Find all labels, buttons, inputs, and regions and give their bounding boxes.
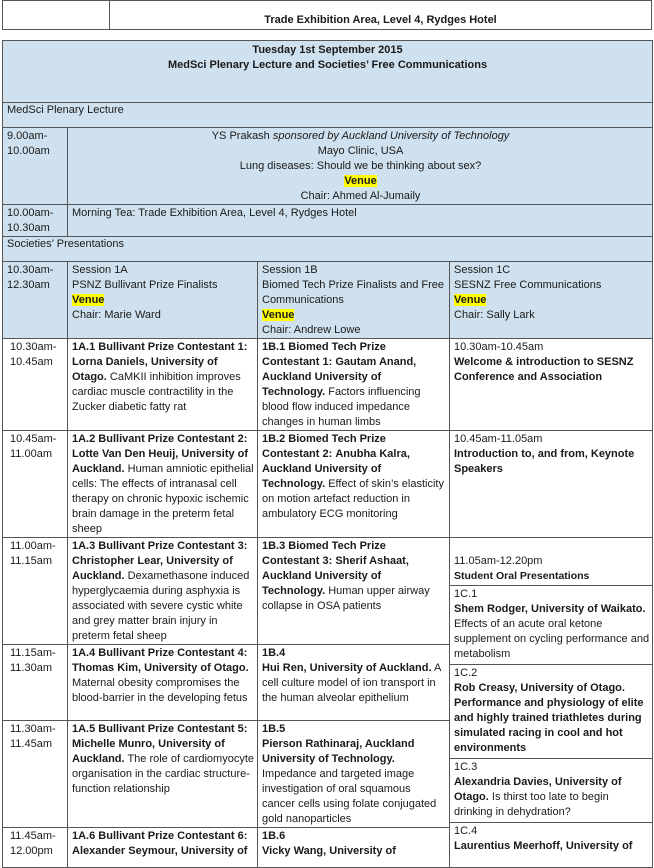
top-row-table (2, 0, 652, 30)
talk-1c2: 1C.2 Rob Creasy, University of Otago. Performance and physiology of elite and highly trained triathletes during simulated racing in cool and hot environments (450, 664, 652, 756)
talk-cell: 1B.3 Biomed Tech Prize Contestant 3: Sherif Ashaat, Auckland University of Technology. Human upper airway collapse in OSA patients (258, 538, 450, 645)
day-subtitle: MedSci Plenary Lecture and Societies’ Free Communications (167, 59, 488, 71)
programme-table (2, 40, 653, 868)
slot-time: 11.15am- 11.30am (3, 645, 68, 721)
slot-time: 11.00am- 11.15am (3, 538, 68, 645)
talk-cell: 1A.2 Bullivant Prize Contestant 2: Lotte Van Den Heuij, University of Auckland. Human amniotic epithelial cells: The effects of intranasal cell therapy on chronic hypoxic ischemic brain damage in the preterm fetal sheep (68, 431, 258, 538)
talk-cell: 1A.6 Bullivant Prize Contestant 6: Alexander Seymour, University of (68, 828, 258, 868)
talk-1c3: 1C.3 Alexandria Davies, University of Otago. Is thirst too late to begin drinking in dehydration? (450, 758, 652, 820)
plenary-details (68, 128, 653, 205)
societies-time: 10.30am- 12.30am (3, 262, 68, 339)
session-c-cell: 10.45am-11.05am Introduction to, and from, Keynote Speakers (450, 431, 653, 538)
slot-time: 10.45am- 11.00am (3, 431, 68, 538)
talk-cell: 1A.3 Bullivant Prize Contestant 3: Christopher Lear, University of Auckland. Dexamethasone induced hyperglycaemia during asphyxia is associated with severe cystic white and grey matter brain injury in preterm fetal sheep (68, 538, 258, 645)
session-1c-venue: Venue (454, 294, 487, 306)
tea-text: Morning Tea: Trade Exhibition Area, Level 4, Rydges Hotel (68, 205, 653, 237)
session-c-cell: 10.30am-10.45am Welcome & introduction to SESNZ Conference and Association (450, 339, 653, 431)
talk-cell: 1B.4 Hui Ren, University of Auckland. A cell culture model of ion transport in the human alveolar epithelium (258, 645, 450, 721)
talk-cell: 1B.5 Pierson Rathinaraj, Auckland University of Technology. Impedance and targeted image investigation of oral squamous cancer cells using folate conjugated gold nanoparticles (258, 721, 450, 828)
session-1a-venue: Venue (72, 294, 105, 306)
plenary-time: 9.00am- 10.00am (3, 128, 68, 205)
session-1a-header: Session 1A PSNZ Bullivant Prize Finalists Venue Chair: Marie Ward (68, 262, 258, 339)
societies-heading: Societies’ Presentations (3, 237, 653, 262)
plenary-venue: Venue (344, 175, 377, 187)
talk-cell: 1A.1 Bullivant Prize Contestant 1: Lorna Daniels, University of Otago. CaMKII inhibition improves cardiac muscle contractility in the Zucker diabetic fatty rat (68, 339, 258, 431)
session-1b-header: Session 1B Biomed Tech Prize Finalists and Free Communications Venue Chair: Andrew Lowe (258, 262, 450, 339)
top-row-time-cell (3, 1, 110, 30)
talk-cell: 1A.4 Bullivant Prize Contestant 4: Thomas Kim, University of Otago. Maternal obesity compromises the blood-barrier in the developing fetus (68, 645, 258, 721)
talk-1c4: 1C.4 Laurentius Meerhoff, University of (450, 822, 652, 854)
session-1b-venue: Venue (262, 309, 295, 321)
talk-cell: 1B.2 Biomed Tech Prize Contestant 2: Anubha Kalra, Auckland University of Technology. Effect of skin’s elasticity on motion artefact reduction in ambulatory ECG monitoring (258, 431, 450, 538)
plenary-chair: Chair: Ahmed Al-Jumaily (300, 190, 421, 202)
session-1c-header: Session 1C SESNZ Free Communications Venue Chair: Sally Lark (450, 262, 653, 339)
slot-time: 10.30am- 10.45am (3, 339, 68, 431)
tea-time: 10.00am- 10.30am (3, 205, 68, 237)
slot-time: 11.30am- 11.45am (3, 721, 68, 828)
session-c-student-cell: 11.05am-12.20pm Student Oral Presentations 1C.1 Shem Rodger, University of Waikato. Effects of an acute oral ketone supplement on cycling performance and metabolism 1C.2 Rob Creasy, University of Otago. Performance and physiology of elite and highly trained triathletes during simulated racing in cool and hot environments 1C.3 Alexandria Davies, University of Otago. Is thirst too late to begin drinking in dehydration? 1C.4 Laurentius Meerhoff, University of (450, 538, 653, 868)
day-title: Tuesday 1st September 2015 (252, 44, 403, 56)
plenary-title: Lung diseases: Should we be thinking about sex? (239, 160, 482, 172)
plenary-speaker: YS Prakash sponsored by Auckland University of Technology (211, 130, 510, 142)
plenary-affiliation: Mayo Clinic, USA (317, 145, 404, 157)
slot-time: 11.45am- 12.00pm (3, 828, 68, 868)
top-row-text: Trade Exhibition Area, Level 4, Rydges Hotel (110, 1, 652, 30)
talk-cell: 1B.6 Vicky Wang, University of (258, 828, 450, 868)
talk-1c1: 1C.1 Shem Rodger, University of Waikato. Effects of an acute oral ketone supplement on cycling performance and metabolism (450, 585, 652, 662)
plenary-heading: MedSci Plenary Lecture (3, 103, 653, 128)
talk-cell: 1B.1 Biomed Tech Prize Contestant 1: Gautam Anand, Auckland University of Technology. Factors influencing blood flow induced impedance changes in human limbs (258, 339, 450, 431)
day-header (3, 41, 653, 103)
talk-cell: 1A.5 Bullivant Prize Contestant 5: Michelle Munro, University of Auckland. The role of cardiomyocyte organisation in the cardiac structure-function relationship (68, 721, 258, 828)
